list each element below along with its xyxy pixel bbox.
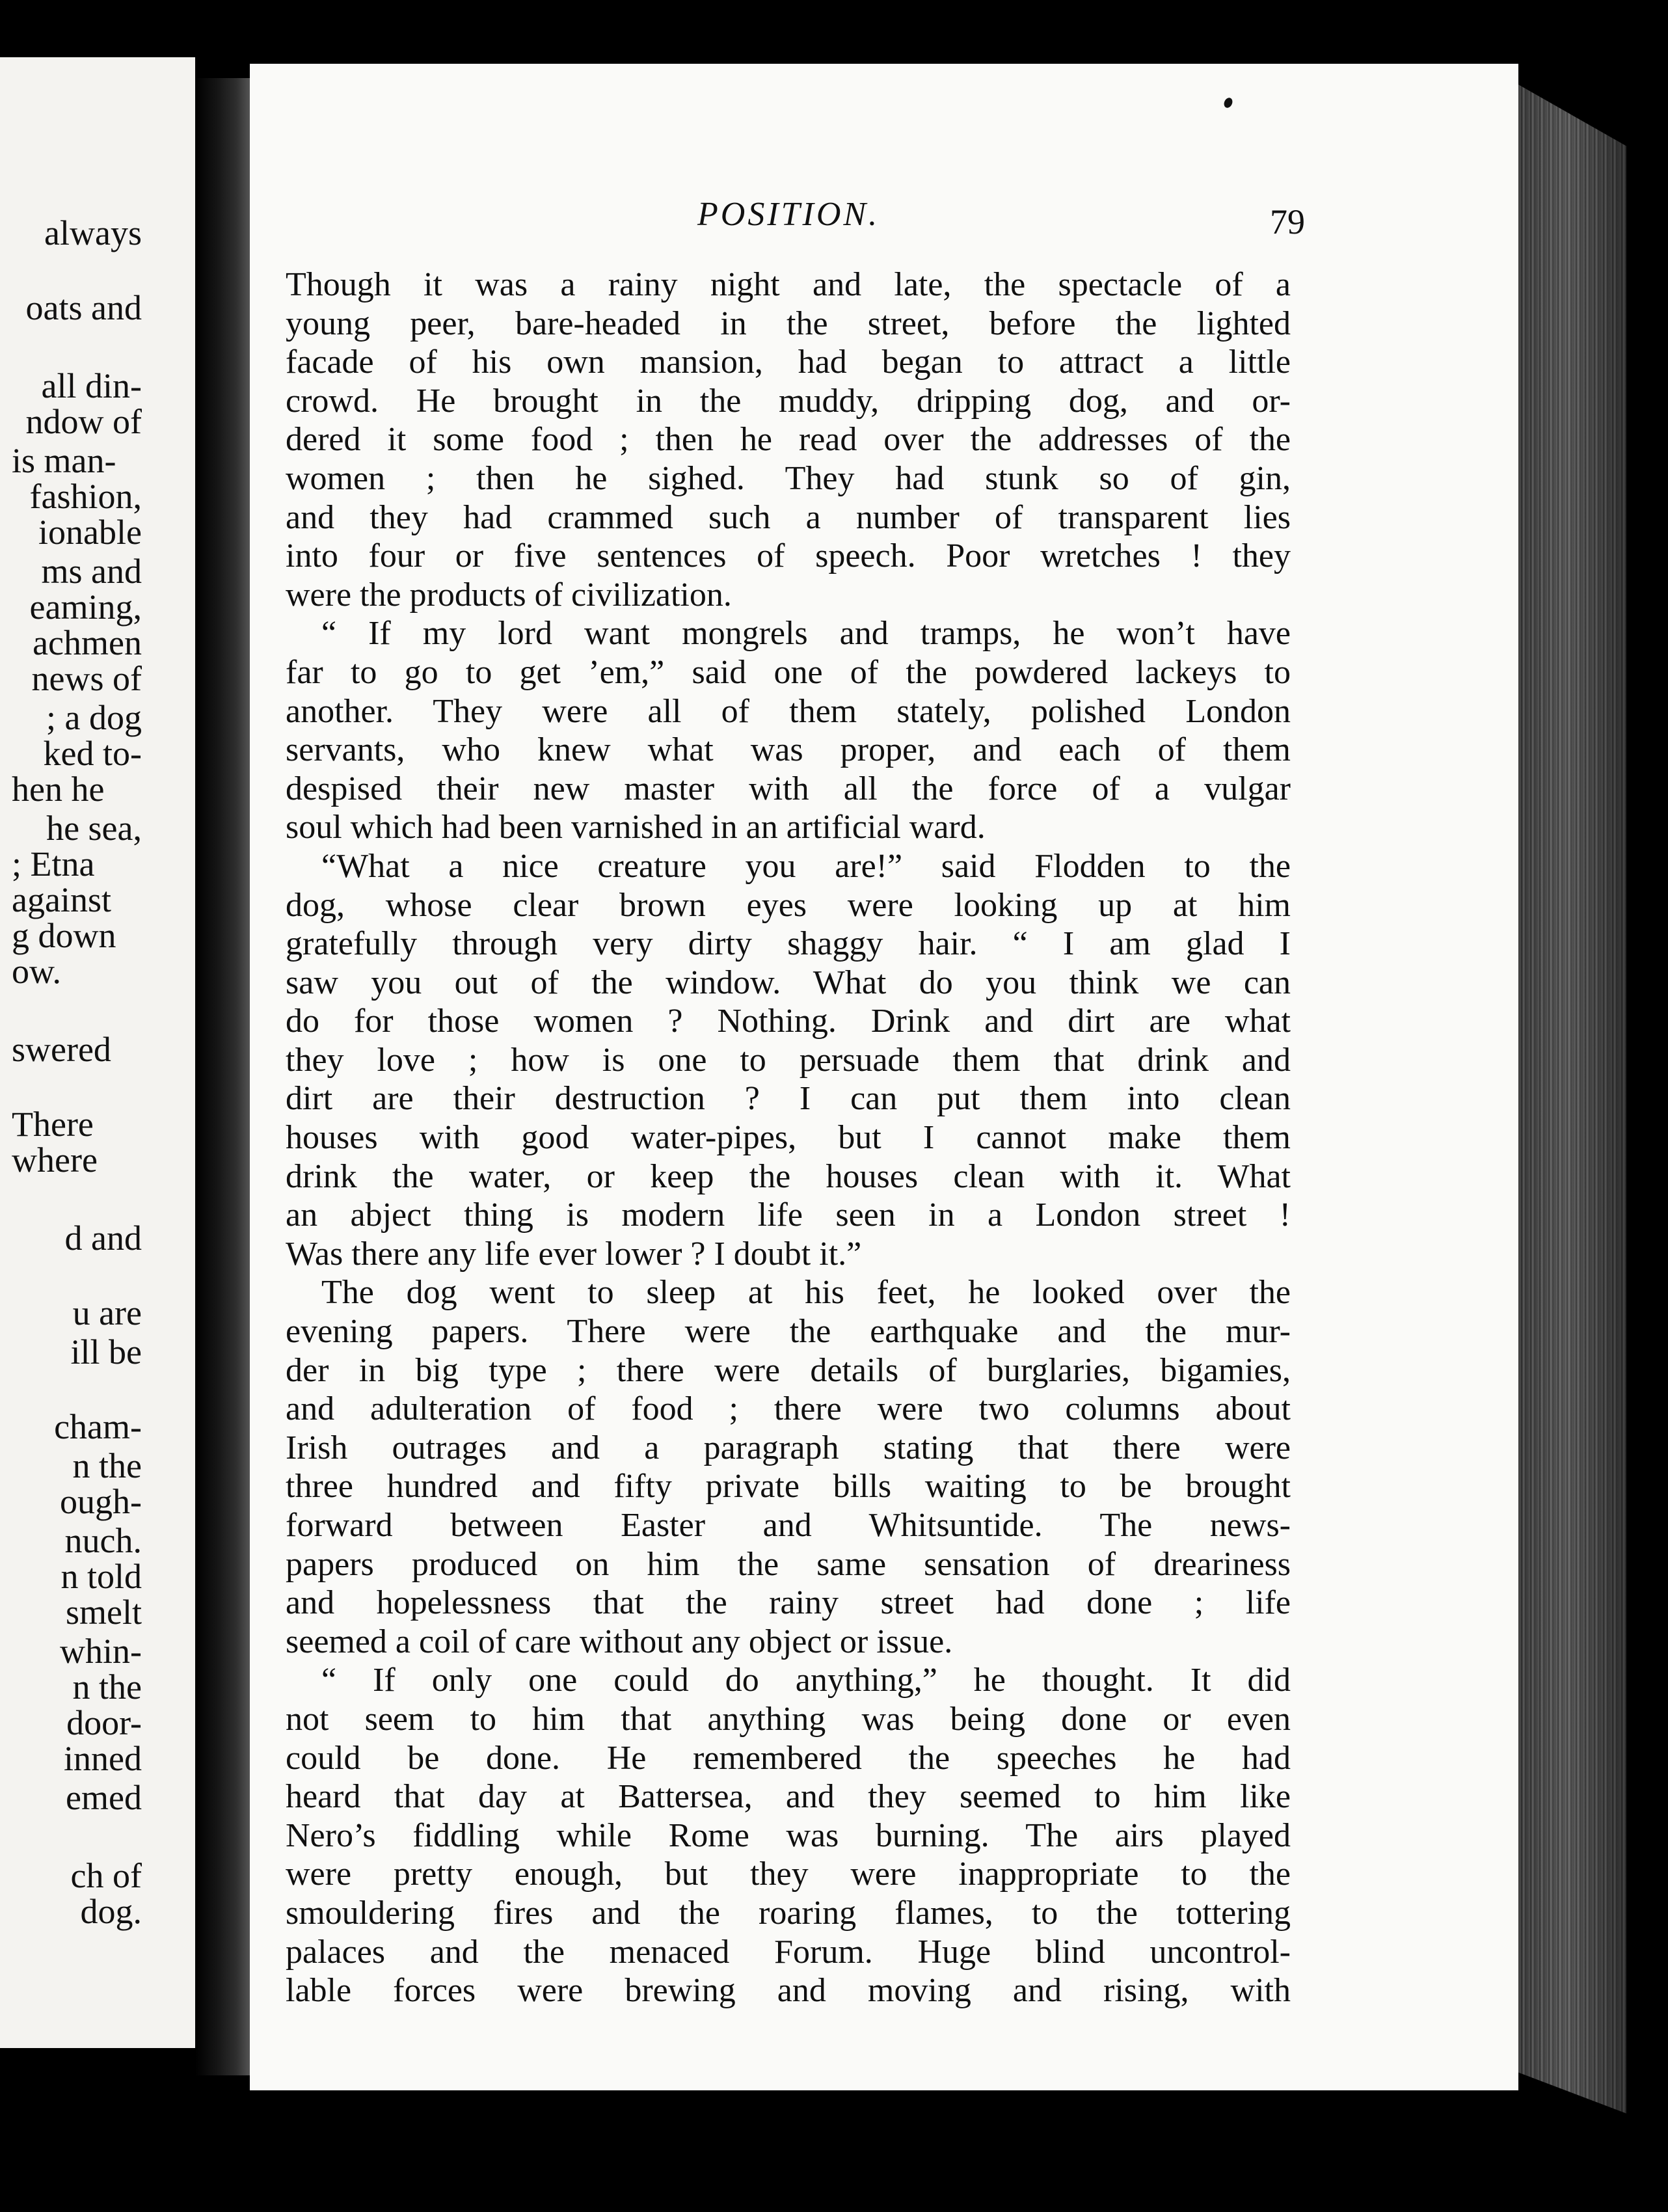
facing-page-line: d and (64, 1219, 142, 1258)
facing-page-line: all din- (41, 366, 142, 405)
text-line: were pretty enough, but they were inappropriate to the (286, 1855, 1291, 1893)
text-line: heard that day at Battersea, and they seemed to him like (286, 1778, 1291, 1816)
text-line: drink the water, or keep the houses clean with it. What (286, 1157, 1291, 1195)
facing-page-line: smelt (66, 1593, 142, 1632)
text-line: dered it some food ; then he read over the addresses of the (286, 421, 1291, 459)
text-line: lable forces were brewing and moving and rising, with (286, 1972, 1291, 2010)
text-line: into four or five sentences of speech. Poor wretches ! they (286, 537, 1291, 575)
facing-page-line: cham- (54, 1407, 142, 1446)
text-line: Nero’s fiddling while Rome was burning. The airs played (286, 1816, 1291, 1854)
facing-page-line: news of (31, 659, 142, 698)
text-line: and they had crammed such a number of transparent lies (286, 498, 1291, 536)
text-line: could be done. He remembered the speeches he had (286, 1739, 1291, 1777)
page-edge-shading (1518, 85, 1626, 2134)
text-line: houses with good water-pipes, but I cannot make them (286, 1119, 1291, 1157)
text-line: gratefully through very dirty shaggy hair. “ I am glad I (286, 925, 1291, 963)
text-line: dog, whose clear brown eyes were looking up at him (286, 886, 1291, 924)
facing-page-line: ch of (70, 1856, 142, 1895)
text-line: “What a nice creature you are!” said Flodden to the (321, 847, 1291, 885)
facing-page-line: always (44, 213, 142, 252)
text-line: women ; then he sighed. They had stunk so of gin, (286, 459, 1291, 497)
text-line: were the products of civilization. (286, 576, 732, 614)
text-line: palaces and the menaced Forum. Huge blind uncontrol- (286, 1933, 1291, 1971)
facing-page-line: n the (72, 1446, 142, 1485)
text-line: Irish outrages and a paragraph stating that there were (286, 1429, 1291, 1466)
facing-page-line: fashion, (29, 477, 142, 516)
text-line: not seem to him that anything was being done or even (286, 1700, 1291, 1738)
text-line: forward between Easter and Whitsuntide. The news- (286, 1507, 1291, 1544)
text-line: The dog went to sleep at his feet, he looked over the (321, 1274, 1291, 1312)
facing-page-line: n the (72, 1667, 142, 1706)
text-line: seemed a coil of care without any object or issue. (286, 1623, 953, 1660)
facing-page-line: ked to- (43, 734, 142, 773)
text-line: three hundred and fifty private bills waiting to be brought (286, 1468, 1291, 1505)
facing-page-line: dog. (80, 1892, 142, 1931)
text-line: an abject thing is modern life seen in a London street ! (286, 1196, 1291, 1234)
facing-page-line: u are (72, 1293, 142, 1332)
text-line: they love ; how is one to persuade them that drink and (286, 1041, 1291, 1079)
text-line: another. They were all of them stately, polished London (286, 692, 1291, 730)
text-line: soul which had been varnished in an artificial ward. (286, 809, 986, 846)
facing-page-line: against (12, 880, 111, 919)
facing-page-line: oats and (25, 288, 142, 327)
facing-page-line: emed (66, 1778, 142, 1817)
text-line: dirt are their destruction ? I can put them into clean (286, 1080, 1291, 1118)
facing-page-fragment (0, 57, 195, 2048)
facing-page-line: ms and (41, 552, 142, 591)
text-line: crowd. He brought in the muddy, dripping dog, and or- (286, 382, 1291, 420)
facing-page-line: hen he (12, 770, 105, 809)
facing-page-line: he sea, (46, 809, 142, 848)
facing-page-line: ill be (70, 1332, 142, 1371)
facing-page-line: where (12, 1140, 98, 1180)
text-line: smouldering fires and the roaring flames, to the tottering (286, 1894, 1291, 1932)
facing-page-line: There (12, 1105, 94, 1144)
text-line: der in big type ; there were details of burglaries, bigamies, (286, 1351, 1291, 1389)
text-line: despised their new master with all the force of a vulgar (286, 770, 1291, 807)
text-line: “ If my lord want mongrels and tramps, he won’t have (321, 615, 1291, 653)
text-line: Was there any life ever lower ? I doubt it.” (286, 1235, 862, 1273)
page-gutter-shadow (195, 78, 250, 2075)
text-line: and hopelessness that the rainy street had done ; life (286, 1584, 1291, 1622)
text-line: facade of his own mansion, had began to attract a little (286, 344, 1291, 381)
facing-page-line: ndow of (25, 402, 142, 441)
text-line: evening papers. There were the earthquake and the mur- (286, 1313, 1291, 1351)
text-line: servants, who knew what was proper, and each of them (286, 731, 1291, 769)
facing-page-line: door- (66, 1703, 142, 1742)
facing-page-line: ough- (60, 1482, 142, 1521)
body-text (286, 265, 1291, 2010)
facing-page-line: ionable (38, 513, 142, 552)
facing-page-line: g down (12, 916, 116, 955)
facing-page-line: ow. (12, 952, 61, 991)
facing-page-line: ; Etna (12, 844, 95, 883)
text-line: do for those women ? Nothing. Drink and dirt are what (286, 1003, 1291, 1040)
facing-page-line: achmen (33, 623, 142, 662)
text-line: far to go to get ’em,” said one of the powdered lackeys to (286, 653, 1291, 691)
facing-page-line: inned (64, 1739, 142, 1778)
facing-page-line: nuch. (64, 1521, 142, 1560)
text-line: saw you out of the window. What do you think we can (286, 964, 1291, 1001)
facing-page-line: whin- (60, 1632, 142, 1671)
facing-page-line: is man- (12, 441, 116, 480)
book-page (250, 64, 1518, 2090)
text-line: “ If only one could do anything,” he thought. It did (321, 1662, 1291, 1699)
text-line: Though it was a rainy night and late, the spectacle of a (286, 266, 1291, 303)
text-line: young peer, bare-headed in the street, before the lighted (286, 304, 1291, 342)
text-line: papers produced on him the same sensation of dreariness (286, 1545, 1291, 1583)
facing-page-line: ; a dog (46, 698, 142, 737)
facing-page-line: eaming, (29, 587, 142, 627)
facing-page-line: n told (61, 1557, 142, 1596)
text-line: and adulteration of food ; there were two columns about (286, 1390, 1291, 1428)
facing-page-line: swered (12, 1030, 111, 1069)
running-head: POSITION. (697, 196, 880, 233)
page-number: 79 (1270, 202, 1305, 241)
